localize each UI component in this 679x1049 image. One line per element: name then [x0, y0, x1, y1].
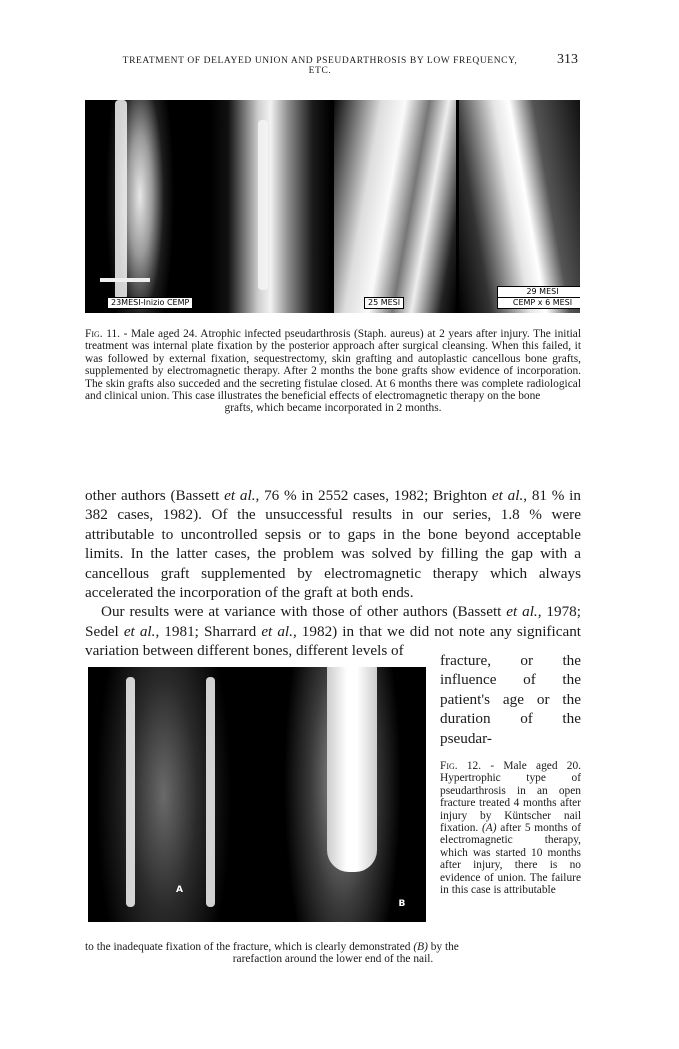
bone-shape [126, 677, 135, 907]
caption-text: by the [427, 941, 459, 953]
text-run: , 1981; Sharrard [155, 622, 262, 640]
paragraph [85, 486, 581, 602]
xray-label-23-mesi: 23MESI-Inizio CEMP [107, 297, 193, 309]
italic-text: et al. [491, 487, 524, 504]
text-run: , 81 % in 382 cases, 1982). Of the unsuccessful results in our series, 1.8 % were attributable to uncontrolled sepsis or to gaps in the bone beyond acceptable limits. In the latter cases, the problem was solved by filling the gap with a cancellous graft supplemented by electromagnetic therapy which always accelerated the incorporation of the graft at both ends. [85, 487, 581, 602]
figure-11-image [85, 100, 580, 313]
italic-text: et al. [506, 603, 538, 621]
figure-12-caption-continued [85, 941, 581, 966]
fixator-bar [100, 278, 150, 282]
text-run: , 76 % in 2552 cases, 1982; Brighton [255, 487, 492, 504]
panel-reference: (B) [413, 941, 428, 953]
figure-label: Fig. 11. [85, 328, 121, 340]
panel-letter-b: B [398, 899, 406, 909]
bone-shape [258, 120, 268, 290]
caption-last-line: rarefaction around the lower end of the nail. [232, 953, 434, 966]
caption-text: to the inadequate fixation of the fracture, which is clearly demonstrated [85, 941, 414, 953]
nail-shape [327, 667, 377, 872]
xray-panel-2 [210, 100, 332, 313]
bone-shape [206, 677, 215, 907]
xray-panel-1 [85, 100, 207, 313]
xray-panel-4 [459, 100, 581, 313]
text-run: , 1982) in that we did not note any significant variation between different bones, different levels of [85, 622, 582, 660]
figure-12-caption [440, 760, 581, 896]
text-run: Our results were at variance with those of other authors (Bassett [101, 603, 507, 621]
figure-11-caption [85, 328, 581, 415]
wrapped-body-text: fracture, or the influence of the patient's age or the duration of the pseudar- [440, 652, 581, 747]
italic-text: et al. [123, 622, 156, 640]
caption-text: after 5 months of electromagnetic therapy, which was started 10 months after injury, there is no evidence of union. The failure in this case is attributable [440, 822, 582, 897]
caption-last-line: grafts, which became incorporated in 2 months. [224, 402, 442, 415]
xray-panel-3 [334, 100, 456, 313]
running-head: TREATMENT OF DELAYED UNION AND PSEUDARTHROSIS BY LOW FREQUENCY, ETC. [122, 56, 518, 76]
panel-letter-a: A [176, 885, 183, 895]
xray-label-29-mesi: 29 MESI [497, 286, 581, 297]
caption-text: - Male aged 20. Hypertrophic type of pseudarthrosis in an open fracture treated 4 months after injury by Küntscher nail fixation. [440, 760, 581, 835]
caption-text: - Male aged 24. Atrophic infected pseudarthrosis (Staph. aureus) at 2 years after injury. The initial treatment was internal plate fixation by the posterior approach after surgical cleansing. When this failed, it was followed by external fixation, sequestrectomy, skin grafting and autoplastic cancellous bone grafts, supplemented by electromagnetic therapy. After 2 months the bone grafts show evidence of incorporation. The skin grafts also succeded and the secreting fistulae closed. At 6 months there was complete radiological and clinical union. This case illustrates the beneficial effects of electromagnetic therapy on the bone [85, 328, 581, 403]
figure-12-image [88, 667, 426, 922]
xray-panel-a [88, 667, 256, 922]
text-run: , 1978; Sedel [85, 603, 581, 640]
xray-panel-b [259, 667, 427, 922]
italic-text: et al. [261, 622, 293, 640]
xray-label-25-mesi: 25 MESI [364, 297, 404, 309]
text-run: other authors (Bassett [85, 487, 225, 504]
panel-reference: (A) [482, 822, 497, 835]
page-number: 313 [557, 52, 578, 67]
body-text [85, 486, 581, 661]
xray-label-cemp: CEMP x 6 MESI [497, 297, 581, 309]
bone-shape [115, 100, 127, 300]
figure-label: Fig. 12. [440, 760, 482, 772]
italic-text: et al. [224, 487, 256, 504]
